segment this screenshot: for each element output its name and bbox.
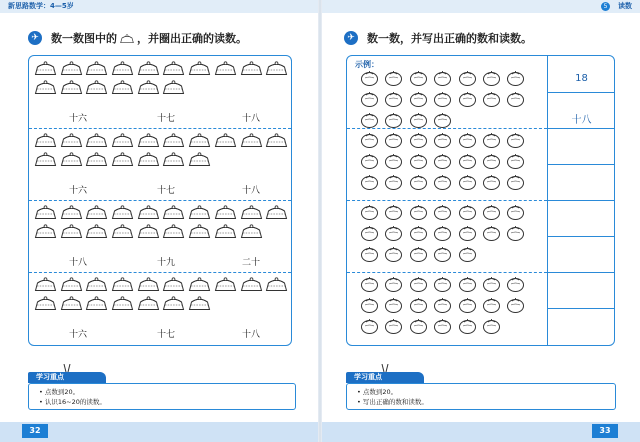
cake-section: [29, 56, 291, 128]
cake-slice-icon: [60, 61, 83, 76]
cake-slice-icon: [111, 61, 134, 76]
cake-slice-icon: [60, 224, 83, 239]
orange-icon: [458, 174, 477, 190]
orange-icon: [433, 204, 452, 220]
orange-icon: [458, 91, 477, 107]
cake-slice-icon: [162, 296, 185, 311]
orange-icon: [384, 70, 403, 86]
cake-slice-icon: [111, 133, 134, 148]
orange-icon: [458, 225, 477, 241]
orange-section: [347, 56, 547, 128]
orange-icon: [433, 318, 452, 334]
cake-slice-icon: [265, 277, 288, 292]
antenna-decoration: [380, 364, 390, 372]
example-reading: 十八: [571, 115, 592, 126]
orange-icon: [409, 276, 428, 292]
orange-icon: [409, 132, 428, 148]
instruction-part-2: ，并圈出正确的读数。: [137, 32, 247, 45]
antenna-decoration: [62, 364, 72, 372]
orange-icon: [360, 112, 379, 128]
orange-icon: [384, 174, 403, 190]
orange-icon: [458, 318, 477, 334]
orange-icon: [409, 225, 428, 241]
orange-row: [360, 70, 531, 86]
orange-icon: [458, 246, 477, 262]
orange-icon: [409, 70, 428, 86]
reading-option[interactable]: 十七: [157, 330, 176, 340]
orange-icon: [360, 174, 379, 190]
orange-icon: [433, 132, 452, 148]
orange-icon: [482, 225, 501, 241]
cake-slice-icon: [137, 224, 160, 239]
answer-number-slot: [548, 200, 615, 201]
orange-icon: [384, 276, 403, 292]
cake-slice-icon: [214, 61, 237, 76]
orange-row: [360, 276, 531, 292]
orange-icon: [482, 153, 501, 169]
orange-icon: [506, 153, 525, 169]
cake-section: [29, 200, 291, 272]
learning-focus-body: [28, 383, 296, 410]
orange-icon: [433, 112, 452, 128]
cake-slice-icon: [214, 277, 237, 292]
dashed-divider: [29, 128, 291, 129]
left-instruction: [28, 30, 247, 46]
orange-icon: [506, 70, 525, 86]
chapter-title: 读数: [618, 2, 632, 10]
orange-icon: [384, 153, 403, 169]
instruction-part-1: 数一数图中的: [51, 32, 117, 45]
cake-section: [29, 272, 291, 344]
right-instruction: [344, 30, 532, 46]
orange-icon: [506, 132, 525, 148]
cake-slice-icon: [111, 277, 134, 292]
orange-section: [347, 200, 547, 272]
cake-slice-icon: [137, 61, 160, 76]
right-header-bar: [320, 0, 640, 13]
cake-slice-icon: [85, 61, 108, 76]
cake-row: [34, 80, 188, 95]
orange-row: [360, 132, 531, 148]
orange-icon: [360, 225, 379, 241]
focus-item-text: 写出正确的数和读数。: [362, 398, 428, 406]
learning-focus-right: [346, 372, 614, 410]
answer-column: [547, 56, 615, 345]
cake-slice-icon: [162, 277, 185, 292]
orange-icon: [482, 174, 501, 190]
book-series-title: 新思路数学：4—5岁: [8, 2, 74, 10]
reading-option[interactable]: 十七: [157, 186, 176, 196]
reading-option[interactable]: 十八: [242, 186, 261, 196]
orange-icon: [409, 204, 428, 220]
orange-icon: [506, 204, 525, 220]
cake-slice-icon: [34, 152, 57, 167]
cake-slice-icon: [240, 224, 263, 239]
orange-row: [360, 318, 506, 334]
cake-slice-icon: [137, 277, 160, 292]
cake-slice-icon: [85, 133, 108, 148]
orange-icon: [360, 70, 379, 86]
orange-icon: [360, 297, 379, 313]
left-header-bar: [0, 0, 320, 13]
cake-row: [34, 152, 214, 167]
orange-section: [347, 272, 547, 344]
dashed-divider: [347, 272, 547, 273]
orange-row: [360, 225, 531, 241]
orange-icon: [433, 91, 452, 107]
orange-icon: [482, 132, 501, 148]
answer-line: [548, 92, 615, 93]
orange-icon: [506, 297, 525, 313]
orange-icon: [384, 112, 403, 128]
orange-row: [360, 246, 482, 262]
orange-icon: [433, 297, 452, 313]
reading-option[interactable]: 十七: [157, 114, 176, 124]
left-footer-bar: [0, 422, 320, 442]
reading-option[interactable]: 十六: [69, 186, 88, 196]
cake-slice-icon: [111, 296, 134, 311]
cake-slice-icon: [85, 224, 108, 239]
cake-slice-icon: [34, 61, 57, 76]
cake-row: [34, 133, 291, 148]
learning-focus-body: [346, 383, 616, 410]
cake-slice-icon: [162, 61, 185, 76]
cake-slice-icon: [34, 133, 57, 148]
cake-slice-icon: [60, 152, 83, 167]
airplane-icon: ✈: [28, 31, 42, 45]
cake-slice-icon: [188, 205, 211, 220]
focus-item-text: 认识16~20的读数。: [44, 398, 106, 406]
cake-slice-icon: [265, 205, 288, 220]
orange-icon: [458, 70, 477, 86]
cake-slice-icon: [34, 277, 57, 292]
cake-row: [34, 277, 291, 292]
cake-slice-icon: [137, 296, 160, 311]
page-number-right: 33: [592, 424, 618, 438]
cake-slice-icon: [85, 205, 108, 220]
orange-section: [347, 128, 547, 200]
cake-slice-icon: [188, 152, 211, 167]
cake-slice-icon: [34, 205, 57, 220]
orange-icon: [433, 153, 452, 169]
dashed-divider: [347, 128, 547, 129]
orange-icon: [433, 225, 452, 241]
example-label: 示例：: [355, 60, 379, 69]
focus-item: • 点数到20。: [357, 388, 398, 396]
airplane-icon: ✈: [344, 31, 358, 45]
cake-slice-icon: [60, 277, 83, 292]
reading-option[interactable]: 十六: [69, 114, 88, 124]
cake-slice-icon: [119, 34, 135, 44]
cake-slice-icon: [111, 152, 134, 167]
cake-slice-icon: [214, 224, 237, 239]
cake-slice-icon: [137, 133, 160, 148]
orange-icon: [506, 174, 525, 190]
cake-slice-icon: [85, 152, 108, 167]
cake-slice-icon: [34, 224, 57, 239]
cake-row: [34, 61, 291, 76]
orange-icon: [458, 297, 477, 313]
orange-icon: [409, 174, 428, 190]
cake-slice-icon: [85, 80, 108, 95]
cake-slice-icon: [60, 205, 83, 220]
cake-slice-icon: [111, 80, 134, 95]
reading-option[interactable]: 十八: [242, 114, 261, 124]
cake-slice-icon: [265, 61, 288, 76]
reading-option[interactable]: 十六: [69, 330, 88, 340]
orange-icon: [409, 91, 428, 107]
orange-icon: [482, 297, 501, 313]
cake-slice-icon: [188, 224, 211, 239]
cake-slice-icon: [85, 296, 108, 311]
cake-slice-icon: [60, 80, 83, 95]
orange-icon: [409, 112, 428, 128]
learning-focus-title: 学习重点: [346, 372, 424, 383]
answer-reading-slot: [548, 308, 615, 309]
counting-cakes-panel: [28, 55, 292, 346]
cake-slice-icon: [188, 277, 211, 292]
orange-row: [360, 297, 531, 313]
cake-slice-icon: [240, 133, 263, 148]
right-page: [320, 0, 640, 442]
cake-slice-icon: [240, 277, 263, 292]
cake-slice-icon: [214, 205, 237, 220]
cake-slice-icon: [188, 296, 211, 311]
cake-row: [34, 296, 214, 311]
orange-icon: [433, 174, 452, 190]
orange-icon: [384, 318, 403, 334]
cake-slice-icon: [162, 133, 185, 148]
answer-reading-slot: [548, 236, 615, 237]
cake-row: [34, 205, 291, 220]
orange-icon: [458, 204, 477, 220]
answer-number-slot: [548, 272, 615, 273]
orange-icon: [360, 132, 379, 148]
dashed-divider: [29, 200, 291, 201]
answer-reading-slot: [548, 164, 615, 165]
cake-slice-icon: [34, 296, 57, 311]
orange-row: [360, 112, 458, 128]
reading-option[interactable]: 十八: [69, 258, 88, 268]
cake-slice-icon: [162, 205, 185, 220]
orange-icon: [482, 318, 501, 334]
orange-icon: [409, 153, 428, 169]
orange-icon: [384, 297, 403, 313]
orange-icon: [384, 91, 403, 107]
focus-item-text: 点数到20。: [44, 388, 80, 396]
dashed-divider: [29, 272, 291, 273]
cake-slice-icon: [240, 205, 263, 220]
orange-icon: [360, 276, 379, 292]
reading-option[interactable]: 二十: [242, 258, 261, 268]
cake-slice-icon: [137, 80, 160, 95]
orange-icon: [433, 276, 452, 292]
orange-icon: [360, 204, 379, 220]
orange-icon: [506, 276, 525, 292]
left-instruction-text: [51, 30, 247, 46]
focus-item-text: 点数到20。: [362, 388, 398, 396]
focus-item: • 写出正确的数和读数。: [357, 398, 428, 406]
orange-icon: [482, 70, 501, 86]
cake-slice-icon: [60, 296, 83, 311]
cake-slice-icon: [162, 224, 185, 239]
learning-focus-title: 学习重点: [28, 372, 106, 383]
cake-slice-icon: [214, 133, 237, 148]
orange-row: [360, 174, 531, 190]
orange-icon: [384, 132, 403, 148]
orange-icon: [360, 153, 379, 169]
orange-icon: [433, 70, 452, 86]
orange-icon: [506, 91, 525, 107]
answer-number-slot: [548, 128, 615, 129]
cake-slice-icon: [111, 224, 134, 239]
focus-item: • 认识16~20的读数。: [39, 398, 106, 406]
focus-item: • 点数到20。: [39, 388, 80, 396]
orange-icon: [458, 132, 477, 148]
orange-row: [360, 91, 531, 107]
orange-icon: [360, 91, 379, 107]
chapter-tab-icon: 5: [601, 2, 610, 11]
cake-slice-icon: [265, 133, 288, 148]
orange-icon: [458, 153, 477, 169]
learning-focus-left: [28, 372, 294, 410]
counting-oranges-panel: [346, 55, 615, 346]
orange-icon: [482, 276, 501, 292]
orange-icon: [433, 246, 452, 262]
orange-icon: [506, 225, 525, 241]
cake-slice-icon: [85, 277, 108, 292]
orange-icon: [384, 225, 403, 241]
cake-slice-icon: [162, 80, 185, 95]
orange-icon: [384, 246, 403, 262]
orange-icon: [409, 297, 428, 313]
cake-slice-icon: [137, 205, 160, 220]
orange-icon: [384, 204, 403, 220]
page-number-left: 32: [22, 424, 48, 438]
orange-icon: [482, 204, 501, 220]
orange-icon: [482, 91, 501, 107]
orange-icon: [409, 318, 428, 334]
cake-slice-icon: [162, 152, 185, 167]
orange-icon: [458, 276, 477, 292]
cake-slice-icon: [34, 80, 57, 95]
dashed-divider: [347, 200, 547, 201]
orange-icon: [360, 246, 379, 262]
reading-option[interactable]: 十九: [157, 258, 176, 268]
cake-slice-icon: [137, 152, 160, 167]
cake-section: [29, 128, 291, 200]
right-instruction-text: 数一数，并写出正确的数和读数。: [367, 32, 532, 45]
orange-row: [360, 153, 531, 169]
cake-slice-icon: [188, 133, 211, 148]
cake-slice-icon: [60, 133, 83, 148]
example-number: 18: [575, 73, 588, 84]
cake-slice-icon: [111, 205, 134, 220]
orange-icon: [360, 318, 379, 334]
cake-slice-icon: [240, 61, 263, 76]
cake-slice-icon: [188, 61, 211, 76]
reading-option[interactable]: 十八: [242, 330, 261, 340]
orange-icon: [409, 246, 428, 262]
book-gutter: [318, 0, 322, 442]
orange-row: [360, 204, 531, 220]
cake-row: [34, 224, 265, 239]
